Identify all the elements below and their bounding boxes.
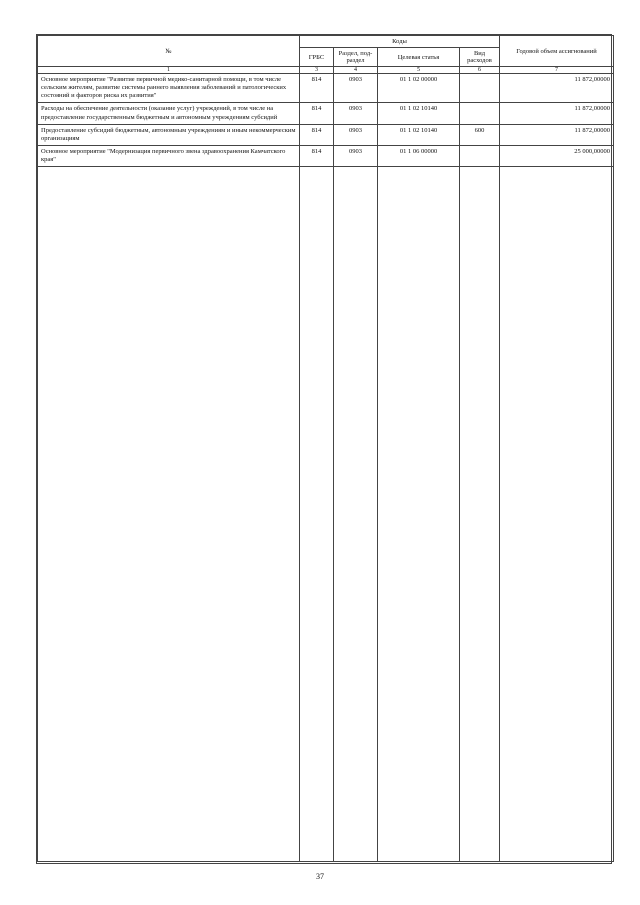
row-name: Предоставление субсидий бюджетным, автономным учреждениям и иным некоммерческим организациям	[38, 124, 300, 145]
row-amount: 25 000,00000	[500, 145, 614, 166]
row-expense-type: 600	[460, 124, 500, 145]
row-amount: 11 872,00000	[500, 103, 614, 124]
table-row	[38, 145, 614, 166]
header-expense-type: Вид расходов	[460, 48, 500, 67]
header-codes: Коды	[300, 36, 500, 48]
table-row-unread-area	[38, 167, 614, 862]
row-section: 0903	[334, 145, 378, 166]
index-cell: 4	[334, 67, 378, 74]
header-number: №	[38, 36, 300, 67]
header-amount: Годовой объем ассигнований	[500, 36, 614, 67]
table-header-row	[38, 36, 614, 48]
row-section: 0903	[334, 124, 378, 145]
row-grbs: 814	[300, 74, 334, 103]
row-amount: 11 872,00000	[500, 124, 614, 145]
index-cell: 1	[38, 67, 300, 74]
budget-allocation-table	[37, 35, 614, 862]
table-index-row	[38, 67, 614, 74]
row-expense-type	[460, 74, 500, 103]
row-grbs: 814	[300, 145, 334, 166]
page-number: 37	[316, 872, 324, 881]
row-target: 01 1 06 00000	[378, 145, 460, 166]
header-section: Раздел, под-раздел	[334, 48, 378, 67]
row-section: 0903	[334, 103, 378, 124]
row-expense-type	[460, 103, 500, 124]
row-grbs: 814	[300, 124, 334, 145]
table-row	[38, 74, 614, 103]
header-grbs: ГРБС	[300, 48, 334, 67]
row-amount: 11 872,00000	[500, 74, 614, 103]
index-cell: 7	[500, 67, 614, 74]
index-cell: 3	[300, 67, 334, 74]
row-expense-type	[460, 145, 500, 166]
header-target: Целевая статья	[378, 48, 460, 67]
row-section: 0903	[334, 74, 378, 103]
row-target: 01 1 02 10140	[378, 103, 460, 124]
row-name: Расходы на обеспечение деятельности (оказание услуг) учреждений, в том числе на предоставление государственным бюджетным и автономным учреждениям субсидий	[38, 103, 300, 124]
row-name: Основное мероприятие "Развитие первичной медико-санитарной помощи, в том числе сельским жителям, развитие системы раннего выявления заболеваний и патологических состояний и факторов риска их развития"	[38, 74, 300, 103]
index-cell: 5	[378, 67, 460, 74]
row-target: 01 1 02 10140	[378, 124, 460, 145]
table-row	[38, 103, 614, 124]
index-cell: 6	[460, 67, 500, 74]
budget-table-sheet	[36, 34, 612, 864]
table-row	[38, 124, 614, 145]
row-grbs: 814	[300, 103, 334, 124]
row-name: Основное мероприятие "Модернизация первичного звена здравоохранения Камчатского края"	[38, 145, 300, 166]
row-target: 01 1 02 00000	[378, 74, 460, 103]
